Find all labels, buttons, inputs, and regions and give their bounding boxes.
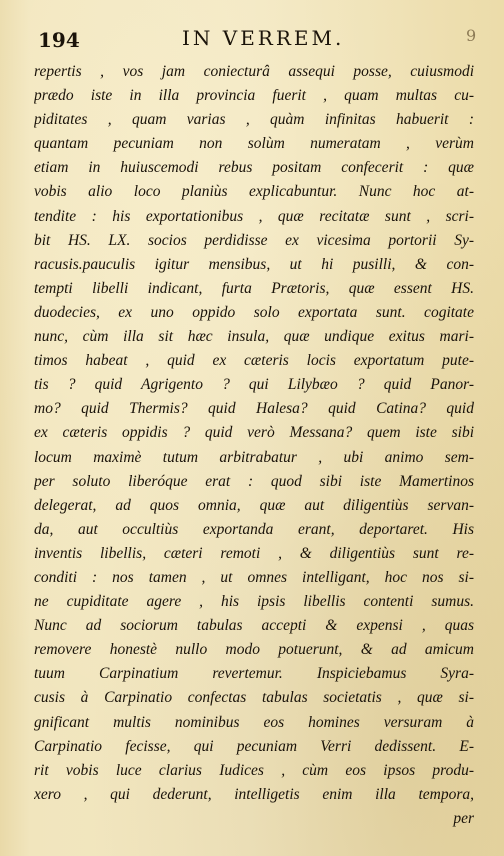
text-line: racusis.pauculis igitur mensibus, ut hi pusilli, & con-: [34, 255, 474, 273]
text-line: Carpinatio fecisse, qui pecuniam Verri dedissent. E-: [34, 737, 474, 755]
text-line: ne cupiditate agere , his ipsis libellis contenti sumus.: [34, 593, 474, 611]
text-line: tis ? quid Agrigento ? qui Lilybæo ? quid Panor-: [34, 376, 474, 394]
text-line: xero , qui dederunt, intelligetis enim illa tempora,: [34, 785, 474, 803]
text-line: bit HS. LX. socios perdidisse ex vicesima portorii Sy-: [34, 231, 474, 249]
text-line: delegerat, ad quos omnia, quæ aut diligentiùs servan-: [34, 496, 474, 514]
text-line: inventis libellis, cæteri remoti , & diligentiùs sunt re-: [34, 544, 474, 562]
text-line: locum maximè tutum arbitrabatur , ubi animo sem-: [34, 448, 474, 466]
text-line: gnificant multis nominibus eos homines versuram à: [34, 713, 474, 731]
text-line: piditates , quam varias , quàm infinitas habuerit :: [34, 111, 474, 129]
text-line: da, aut occultiùs exportanda erant, deportaret. His: [34, 520, 474, 538]
text-line: nunc, cùm illa sit hæc insula, quæ undique exitus mari-: [34, 328, 474, 346]
text-line: per soluto liberóque erat : quod sibi iste Mamertinos: [34, 472, 474, 490]
body-text: [34, 60, 474, 831]
text-line: vobis alio loco planiùs explicabuntur. Nunc hoc at-: [34, 183, 474, 201]
text-line: etiam in huiuscemodi rebus positam confecerit : quæ: [34, 159, 474, 177]
text-line: Nunc ad sociorum tabulas accepti & expensi , quas: [34, 617, 474, 635]
text-line: timos habeat , quid ex cæteris locis exportatum pute-: [34, 352, 474, 370]
text-line: cusis à Carpinatio confectas tabulas societatis , quæ si-: [34, 689, 474, 707]
text-line: rit vobis luce clarius Iudices , cùm eos ipsos produ-: [34, 761, 474, 779]
catchword: per: [453, 809, 474, 827]
text-line: quantam pecuniam non solùm numeratam , verùm: [34, 135, 474, 153]
text-line: ex cæteris oppidis ? quid verò Messana? quem iste sibi: [34, 424, 474, 442]
corner-mark: 9: [466, 26, 477, 45]
text-line: prædo iste in illa provincia fuerit , quam multas cu-: [34, 87, 474, 105]
page-number: 194: [38, 28, 80, 52]
text-line: conditi : nos tamen , ut omnes intelligant, hoc nos si-: [34, 568, 474, 586]
running-title: IN VERREM.: [182, 26, 345, 50]
text-line: tuum Carpinatium revertemur. Inspiciebamus Syra-: [34, 665, 474, 683]
text-line: repertis , vos jam coniecturâ assequi posse, cuiusmodi: [34, 63, 474, 80]
text-line: tendite : his exportationibus , quæ recitatæ sunt , scri-: [34, 207, 474, 225]
text-line: tempti libelli indicant, furta Prætoris, quæ essent HS.: [34, 279, 474, 297]
text-line: mo? quid Thermis? quid Halesa? quid Catina? quid: [34, 400, 474, 418]
page-header: [0, 22, 504, 56]
text-line: removere honestè nullo modo potuerunt, & ad amicum: [34, 641, 474, 659]
text-line: duodecies, ex uno oppido solo exportata sunt. cogitate: [34, 303, 474, 321]
